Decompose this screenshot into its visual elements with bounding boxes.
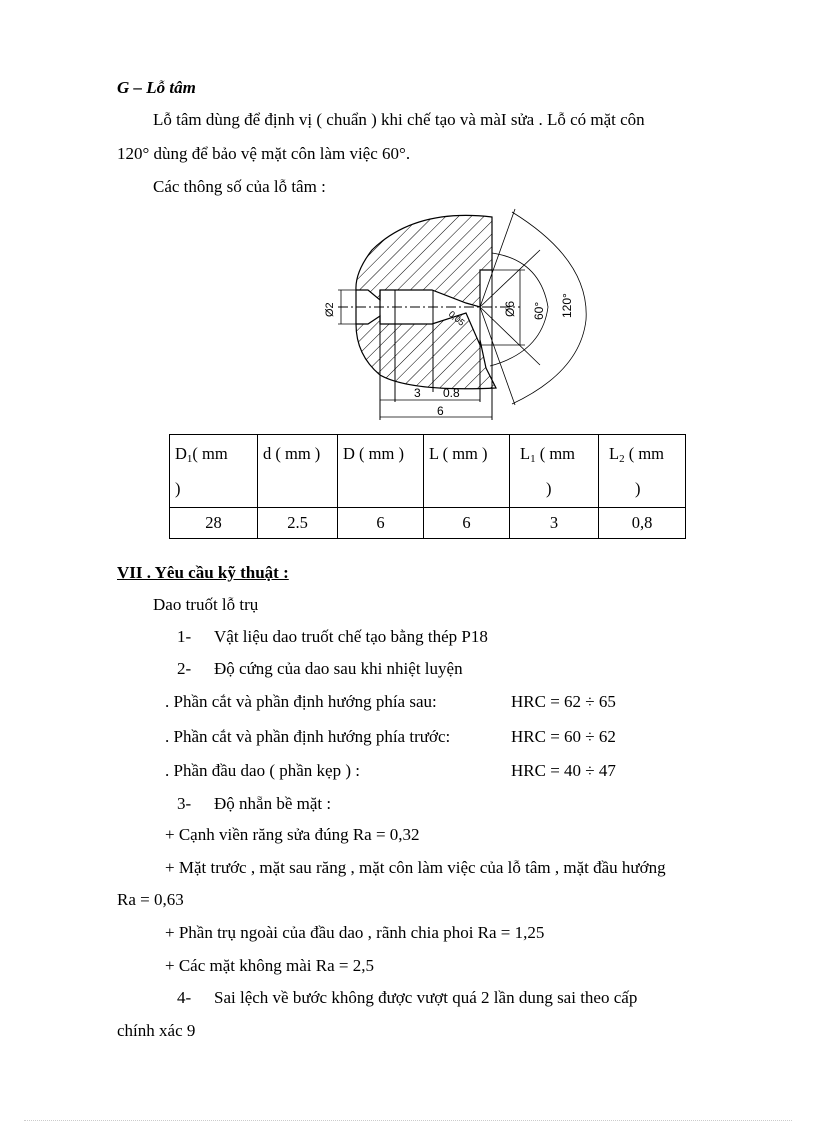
table-cell: 2.5 <box>258 508 338 539</box>
hatched-region <box>356 313 496 389</box>
list-number: 2- <box>177 659 192 678</box>
section-heading-vii: VII . Yêu cầu kỹ thuật : <box>117 563 289 582</box>
list-item: Độ cứng của dao sau khi nhiệt luyện <box>214 659 463 678</box>
dim-d6: Ø6 <box>503 300 517 317</box>
table-cell: 28 <box>170 508 258 539</box>
hardness-value: HRC = 60 ÷ 62 <box>511 727 616 746</box>
dim-60: 60° <box>532 301 546 320</box>
hatched-region <box>356 215 492 307</box>
page-divider <box>24 1120 792 1121</box>
roughness-item: + Các mặt không mài Ra = 2,5 <box>165 956 374 975</box>
hardness-value: HRC = 40 ÷ 47 <box>511 761 616 780</box>
table-header-cell: $D_1$( mm ) <box>170 435 258 508</box>
dim-d2: Ø2 <box>324 302 336 317</box>
roughness-item: + Phần trụ ngoài của đầu dao , rãnh chia phoi Ra = 1,25 <box>165 923 545 942</box>
list-item: Sai lệch về bước không được vượt quá 2 lần dung sai theo cấp <box>214 988 638 1007</box>
table-header-cell: $L_1$ ( mm ) <box>510 435 599 508</box>
hardness-label: . Phần cắt và phần định hướng phía trước: <box>165 727 451 746</box>
hardness-label: . Phần đầu dao ( phần kẹp ) : <box>165 761 360 780</box>
dim-005: 0,05 <box>446 308 467 328</box>
paragraph-line: Dao truốt lỗ trụ <box>153 595 259 614</box>
table-row <box>170 508 686 539</box>
table-cell: 0,8 <box>599 508 686 539</box>
roughness-item: + Mặt trước , mặt sau răng , mặt côn làm việc của lỗ tâm , mặt đầu hướng <box>165 858 666 877</box>
list-number: 3- <box>177 794 192 813</box>
params-table <box>169 434 686 539</box>
list-item: Độ nhẵn bề mặt : <box>214 794 332 813</box>
dim-6: 6 <box>437 404 444 418</box>
dim-120: 120° <box>560 293 574 318</box>
table-header-cell: D ( mm ) <box>338 435 424 508</box>
hardness-value: HRC = 62 ÷ 65 <box>511 692 616 711</box>
table-cell: 6 <box>424 508 510 539</box>
section-title-g: G – Lỗ tâm <box>117 78 196 97</box>
hardness-label: . Phần cắt và phần định hướng phía sau: <box>165 692 437 711</box>
roughness-item: + Cạnh viền răng sửa đúng Ra = 0,32 <box>165 825 420 844</box>
dim-3: 3 <box>414 386 421 400</box>
paragraph-line: Các thông số của lỗ tâm : <box>153 177 326 196</box>
table-cell: 3 <box>510 508 599 539</box>
table-header-row <box>170 435 686 508</box>
roughness-item: Ra = 0,63 <box>117 890 184 909</box>
dim-08: 0.8 <box>443 386 460 400</box>
list-number: 4- <box>177 988 192 1007</box>
list-item-continuation: chính xác 9 <box>117 1021 196 1040</box>
table-header-cell: d ( mm ) <box>258 435 338 508</box>
list-number: 1- <box>177 627 192 646</box>
paragraph-line: 120° dùng để bảo vệ mặt côn làm việc 60°. <box>117 144 411 163</box>
list-item: Vật liệu dao truốt chế tạo bằng thép P18 <box>214 627 488 646</box>
center-hole-drawing <box>300 200 600 428</box>
table-cell: 6 <box>338 508 424 539</box>
table-header-cell: $L_2$ ( mm ) <box>599 435 686 508</box>
paragraph-line: Lỗ tâm dùng để định vị ( chuẩn ) khi chế tạo và màI sửa . Lỗ có mặt côn <box>153 110 645 129</box>
table-header-cell: L ( mm ) <box>424 435 510 508</box>
